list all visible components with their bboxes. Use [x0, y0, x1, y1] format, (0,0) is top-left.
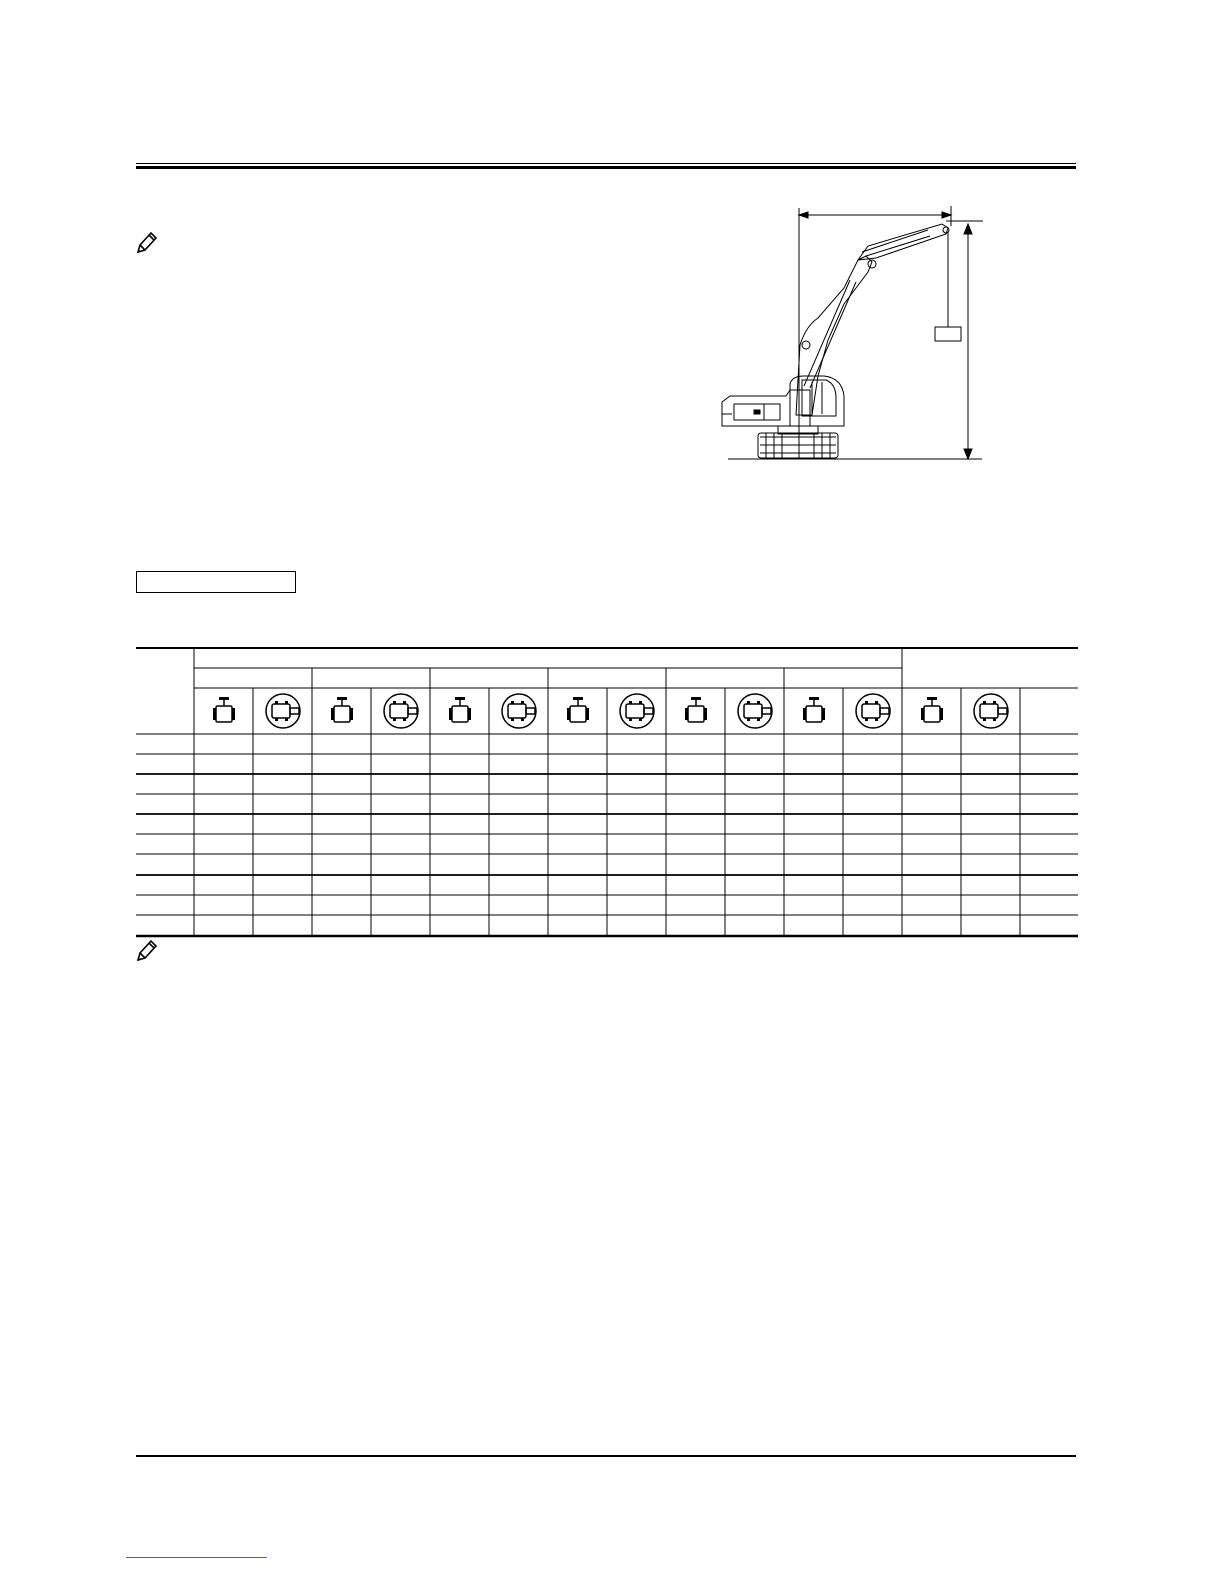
- pencil-note-icon: [134, 938, 158, 964]
- excavator-figure: [718, 200, 988, 466]
- header-rule: [136, 163, 1076, 170]
- page-link-underline[interactable]: [126, 1557, 267, 1558]
- header-rule-thin: [136, 163, 1076, 164]
- reach-arrow-left: [799, 212, 808, 218]
- over-front-icon: [213, 697, 235, 722]
- reach-arrow-right: [942, 212, 951, 218]
- over-side-icon: [266, 694, 300, 728]
- over-front-icon: [685, 697, 707, 722]
- over-front-icon: [449, 697, 471, 722]
- configuration-label-box: [136, 571, 296, 593]
- over-front-icon: [803, 697, 825, 722]
- over-side-icon: [974, 694, 1008, 728]
- boom: [796, 256, 872, 415]
- pencil-note-icon: [134, 230, 158, 256]
- over-side-icon: [502, 694, 536, 728]
- over-side-icon: [620, 694, 654, 728]
- lift-capacity-table: [136, 647, 1078, 938]
- load-block: [935, 327, 961, 341]
- over-side-icon: [384, 694, 418, 728]
- header-rule-thick: [136, 166, 1076, 169]
- track-links: [760, 437, 836, 453]
- over-front-icon: [567, 697, 589, 722]
- over-front-icon: [331, 697, 353, 722]
- over-side-icon: [738, 694, 772, 728]
- height-arrow-bottom: [964, 449, 972, 459]
- over-front-icon: [921, 697, 943, 722]
- height-arrow-top: [964, 224, 972, 234]
- over-side-icon: [856, 694, 890, 728]
- boom-cylinder: [804, 280, 856, 388]
- footer-rule: [136, 1455, 1076, 1457]
